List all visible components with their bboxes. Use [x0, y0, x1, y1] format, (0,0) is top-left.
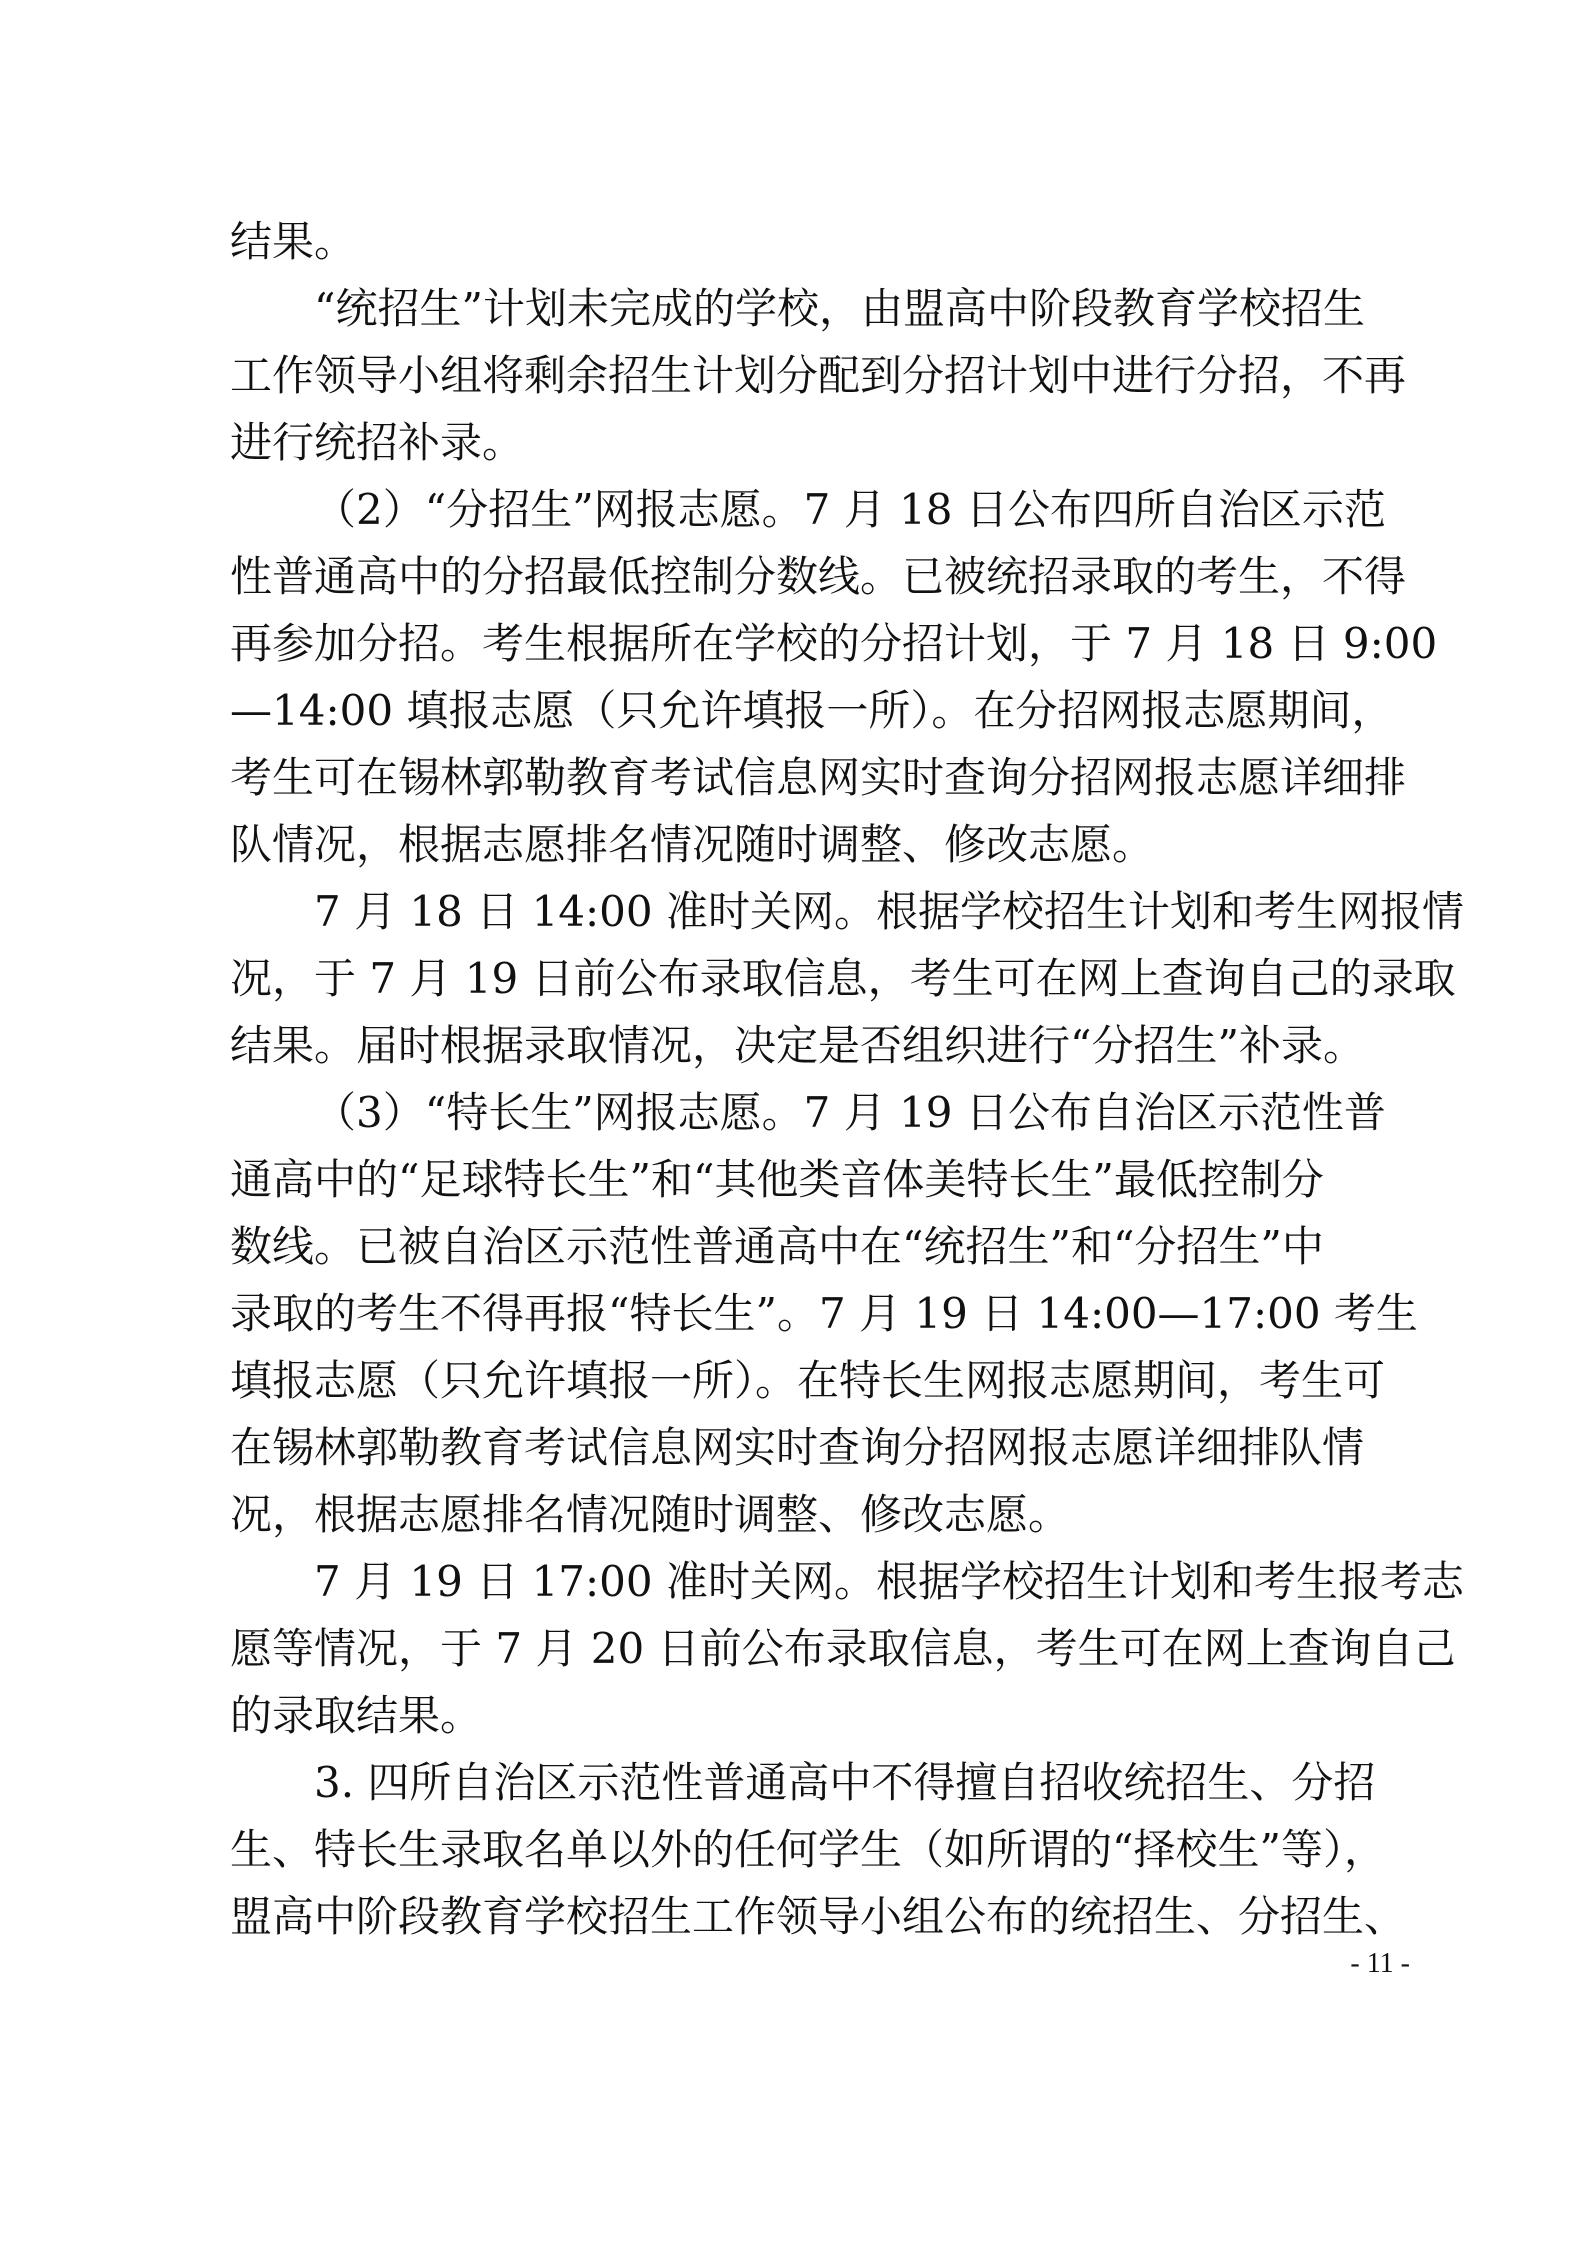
- text-line: 性普通高中的分招最低控制分数线。已被统招录取的考生，不得: [230, 552, 1407, 601]
- text-line: 7 月 18 日 14:00 准时关网。根据学校招生计划和考生网报情: [314, 887, 1464, 936]
- text-line: —14:00 填报志愿（只允许填报一所）。在分招网报志愿期间，: [230, 686, 1394, 735]
- document-body: [230, 208, 1464, 1950]
- text-line: 结果。届时根据录取情况，决定是否组织进行“分招生”补录。: [230, 1021, 1365, 1070]
- text-line: 进行统招补录。: [230, 418, 525, 467]
- text-line: 结果。: [230, 217, 357, 266]
- text-line: （2）“分招生”网报志愿。7 月 18 日公布四所自治区示范: [314, 485, 1386, 534]
- text-line: 在锡林郭勒教育考试信息网实时查询分招网报志愿详细排队情: [230, 1423, 1365, 1472]
- text-line: 生、特长生录取名单以外的任何学生（如所谓的“择校生”等），: [230, 1825, 1386, 1874]
- text-line: 队情况，根据志愿排名情况随时调整、修改志愿。: [230, 820, 1155, 869]
- text-line: 工作领导小组将剩余招生计划分配到分招计划中进行分招，不再: [230, 351, 1407, 400]
- text-line: 考生可在锡林郭勒教育考试信息网实时查询分招网报志愿详细排: [230, 753, 1407, 802]
- text-line: 盟高中阶段教育学校招生工作领导小组公布的统招生、分招生、: [230, 1892, 1407, 1941]
- text-line: 愿等情况，于 7 月 20 日前公布录取信息，考生可在网上查询自己: [230, 1624, 1456, 1673]
- text-line: 3. 四所自治区示范性普通高中不得擅自招收统招生、分招: [314, 1758, 1376, 1807]
- text-line: 况，于 7 月 19 日前公布录取信息，考生可在网上查询自己的录取: [230, 954, 1456, 1003]
- text-line: 7 月 19 日 17:00 准时关网。根据学校招生计划和考生报考志: [314, 1557, 1464, 1606]
- text-line: 数线。已被自治区示范性普通高中在“统招生”和“分招生”中: [230, 1222, 1324, 1271]
- text-line: 的录取结果。: [230, 1691, 483, 1740]
- text-line: 录取的考生不得再报“特长生”。7 月 19 日 14:00—17:00 考生: [230, 1289, 1418, 1338]
- text-line: “统招生”计划未完成的学校，由盟高中阶段教育学校招生: [314, 284, 1365, 333]
- text-line: 填报志愿（只允许填报一所）。在特长生网报志愿期间，考生可: [230, 1356, 1386, 1405]
- text-line: （3）“特长生”网报志愿。7 月 19 日公布自治区示范性普: [314, 1088, 1386, 1137]
- text-line: 通高中的“足球特长生”和“其他类音体美特长生”最低控制分: [230, 1155, 1324, 1204]
- text-line: 再参加分招。考生根据所在学校的分招计划，于 7 月 18 日 9:00: [230, 619, 1438, 668]
- page-number: - 11 -: [1350, 1948, 1410, 1979]
- text-line: 况，根据志愿排名情况随时调整、修改志愿。: [230, 1490, 1071, 1539]
